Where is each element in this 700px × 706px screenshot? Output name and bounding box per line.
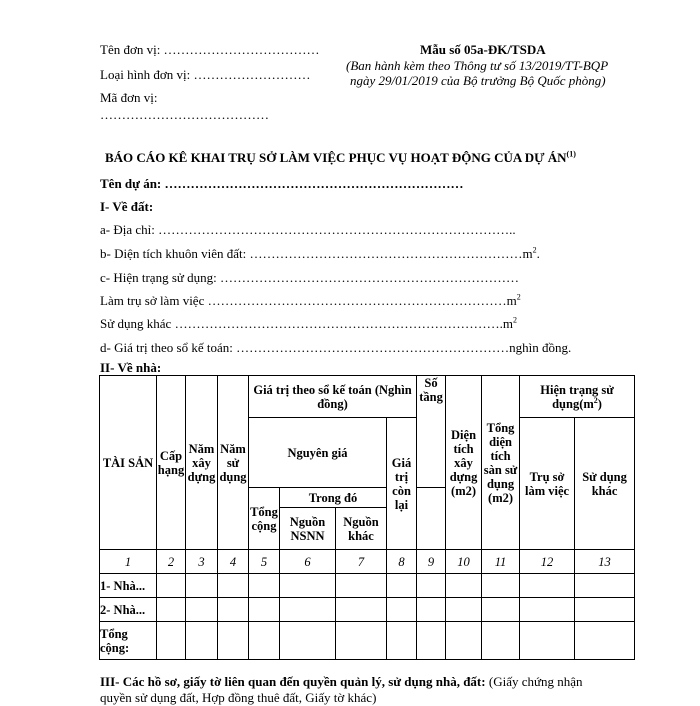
header-total: Tổng cộng — [249, 488, 280, 550]
unit-code-dots: ………………………………… — [100, 107, 269, 122]
house-heading: II- Về nhà: — [100, 360, 162, 375]
header-floors: Số tầng — [417, 376, 446, 488]
docs-heading: III- Các hồ sơ, giấy tờ liên quan đến quyền quản lý, sử dụng nhà, đất: — [100, 674, 486, 689]
header-status-end: ) — [597, 396, 602, 411]
row-label: 1- Nhà... — [100, 574, 157, 598]
form-note-line-2: ngày 29/01/2019 của Bộ trưởng Bộ Quốc phòng) — [350, 73, 606, 88]
col-number: 2 — [157, 550, 186, 574]
land-office-text: Làm trụ sở làm việc ……………………………………………………………m — [100, 293, 517, 308]
row-label-total: Tổng cộng: — [100, 622, 157, 660]
col-number: 7 — [336, 550, 387, 574]
header-use-year: Năm sử dụng — [218, 376, 249, 550]
land-office-unit-sup: 2 — [516, 292, 521, 302]
header-original-price: Nguyên giá — [249, 418, 387, 488]
header-build-year: Năm xây dựng — [186, 376, 218, 550]
header-floor-area: Tổng diện tích sàn sử dụng (m2) — [482, 376, 520, 550]
land-other-use — [100, 316, 517, 332]
land-area-text: b- Diện tích khuôn viên đất: ………………………………………………………m — [100, 246, 533, 261]
page-title — [105, 150, 576, 166]
project-name-line: Tên dự án: …………………………………………………………… — [100, 176, 464, 191]
docs-line-2: quyền sử dụng đất, Hợp đồng thuê đất, Giấy tờ khác) — [100, 690, 377, 705]
col-number: 4 — [218, 550, 249, 574]
header-budget-source: Nguồn NSNN — [280, 508, 336, 550]
row-label: 2- Nhà... — [100, 598, 157, 622]
col-number: 9 — [417, 550, 446, 574]
header-floors-blank — [417, 488, 446, 550]
land-area-unit-sup: 2 — [532, 245, 537, 255]
land-address: a- Địa chỉ: ……………………………………………………………………….. — [100, 222, 516, 237]
land-heading: I- Về đất: — [100, 199, 154, 214]
col-number: 8 — [387, 550, 417, 574]
header-status — [520, 376, 635, 418]
col-number: 12 — [520, 550, 575, 574]
unit-code-line: Mã đơn vị: — [100, 90, 158, 105]
docs-detail: (Giấy chứng nhận — [485, 674, 583, 689]
docs-line-1 — [100, 674, 583, 690]
land-status: c- Hiện trạng sử dụng: …………………………………………………………… — [100, 270, 520, 285]
header-other-source: Nguồn khác — [336, 508, 387, 550]
col-number: 11 — [482, 550, 520, 574]
header-of-which: Trong đó — [280, 488, 387, 508]
land-book-value: d- Giá trị theo sổ kế toán: ………………………………………………………nghìn đồng. — [100, 340, 572, 355]
land-office-use — [100, 293, 521, 309]
header-other-use: Sử dụng khác — [575, 418, 635, 550]
form-note-line-1: (Ban hành kèm theo Thông tư số 13/2019/TT-BQP — [346, 58, 609, 73]
form-number: Mẫu số 05a-ĐK/TSDA — [420, 42, 546, 57]
header-remaining-value: Giá trị còn lại — [387, 418, 417, 550]
col-number: 5 — [249, 550, 280, 574]
header-book-value: Giá trị theo sổ kế toán (Nghìn đồng) — [249, 376, 417, 418]
header-status-text: Hiện trạng sử dụng(m — [540, 382, 614, 411]
col-number: 10 — [446, 550, 482, 574]
land-other-unit-sup: 2 — [512, 315, 517, 325]
col-number: 13 — [575, 550, 635, 574]
header-status-sup: 2 — [593, 395, 598, 405]
title-footnote: (1) — [566, 149, 576, 159]
table-row — [100, 598, 635, 622]
land-area: b- Diện tích khuôn viên đất: $\dots\dots\dots\dots\dots\dots\dots\dots\dots\dots\dots\dots\dots\dots\dots\dots\dots\dots\dots\dots\dots m^2$. — [100, 245, 540, 261]
header-office-use: Trụ sở làm việc — [520, 418, 575, 550]
col-number: 1 — [100, 550, 157, 574]
table-row — [100, 574, 635, 598]
table-row — [100, 622, 635, 660]
header-grade: Cấp hạng — [157, 376, 186, 550]
unit-name-line: Tên đơn vị: ……………………………… — [100, 42, 320, 57]
col-number: 3 — [186, 550, 218, 574]
land-other-text: Sử dụng khác ………………………………………………………………….m — [100, 316, 513, 331]
column-number-row — [100, 550, 635, 574]
header-asset: TÀI SẢN — [100, 376, 157, 550]
col-number: 6 — [280, 550, 336, 574]
house-table — [99, 375, 635, 660]
unit-type-line: Loại hình đơn vị: ……………………… — [100, 67, 311, 82]
header-build-area: Diện tích xây dựng (m2) — [446, 376, 482, 550]
page-title-text: BÁO CÁO KÊ KHAI TRỤ SỞ LÀM VIỆC PHỤC VỤ HOẠT ĐỘNG CỦA DỰ ÁN — [105, 150, 567, 165]
